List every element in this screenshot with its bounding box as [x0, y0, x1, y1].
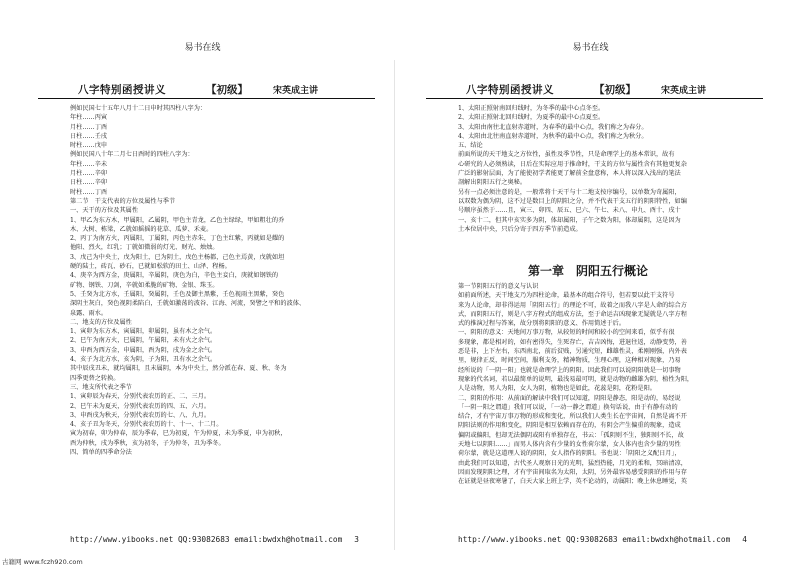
text-line: 因而发现阴阳之理，才有宇宙间取名为太阳，太阴，另外最容易感受阴阳的作用与存 [458, 468, 687, 476]
text-line: 1、甲乙为东方木，甲属阳，乙属阴，甲色主青龙，乙色主绿绿，甲如粗壮的乔 [70, 216, 285, 224]
text-line: 人是动物，男人为阳，女人为阴，植物也是如此，花蕊是阴，花粉是阳。 [458, 385, 656, 393]
text-line: 五、结论 [458, 142, 483, 150]
text-line: 深阴主灰白，癸色视阴柔陷白，壬就如激荡的波谷、江海、河流，癸譬之平和的波体、 [70, 300, 306, 308]
text-line: 1、太阳正照射南回归线时，为冬季的最中心点冬至。 [458, 105, 605, 112]
header-level: 【初级】 [594, 84, 636, 96]
text-line: 土本位居中央，只后分寄于四方季节前造成。 [458, 225, 582, 233]
text-line: 4、太阳由北往南直射赤道时，为秋季的最中心点，我们称之为秋分。 [458, 132, 648, 140]
header-title: 八字特别函授讲义 [466, 84, 554, 96]
text-line: 3、申酉戌为秋天，分别代表农历的七、八、九月。 [70, 411, 211, 419]
text-line: 日柱……壬戌 [70, 132, 108, 140]
text-line: 经所说的「一阴一阳」也就是命理学上的阴阳。因此我们可以说阴阳就是一切事物 [458, 366, 681, 374]
text-line: 以双数为偶为阴，这不过是数目上的阴阳之分，并不代表干支五行的阴阳特性，如编 [458, 197, 687, 205]
right-body-top [458, 104, 755, 254]
text-line: 4、庚辛为西方金，庚属阳，辛属阴，庚色为白，辛色主妾白，庚就如钢铁的 [70, 272, 279, 280]
text-line: 4、亥子为北方水，亥为阴，子为阳，丑有水之余气。 [70, 356, 217, 364]
text-line: 多现象，都是相对的，如有密得失，生死存亡，吉吉凶悔，进退往返，动静变势，善 [458, 338, 687, 346]
site-name: 易书在线 [184, 43, 221, 53]
text-line: 荷尔蒙，就是这道理人说的阴阳，女人指作的阴阳。书也说：「阴阳之义配日月」， [458, 450, 681, 458]
text-line: 阴阳法则的作用和变化，阴阳是相互依赖而存在的，有阴会产生偏重的现象，造成 [458, 422, 681, 430]
text-line: 1、寅卯辰为春天，分别代表农历的正、二、三月。 [70, 393, 211, 401]
text-line: 例如民国七十五年八月十二日申时其四柱八字为： [70, 105, 207, 112]
footer-url: http://www.yibooks.net QQ:93082683 email:bwdxh@hotmail.com [458, 535, 731, 544]
text-line: 偏阴或偏阳，但却无法偶阴或阳有单独存在，书云：「孤阴则不生，独阳则不长，故 [458, 431, 684, 439]
site-name: 易书在线 [572, 43, 609, 53]
text-line: 心研究的人必须熟读，日后在实际应用于推命时，干支的方位与属性含有其他更复杂 [458, 160, 687, 168]
text-line: 4、亥子丑为冬天，分别代表农历的十、十一、十二月。 [70, 421, 223, 429]
text-line: 木、大树、栋梁，乙就如摇摇的花草、瓜萝、禾麦。 [70, 225, 213, 233]
text-line: 硬的陆土，砖瓦、砂石，已就如松软的田土、山泽、程杨。 [70, 263, 231, 271]
text-line: 剖解出阴阳五行之奥秘。 [458, 179, 527, 187]
text-line: 来为人论命，却非得运用「阴阳五行」的理论不可，故着之而我八字是人命的综合方 [458, 301, 687, 309]
text-line: 另有一点必须注意的是，一般常将十天干与十二地支按序编号，以单数为奇属阳， [458, 188, 681, 196]
right-page [398, 0, 783, 548]
page-header [426, 82, 763, 99]
header-author: 宋英成主讲 [661, 86, 707, 96]
text-line: 2、丙丁为南方火，丙属阳，丁属阴，丙色主赤朱，丁色主红紫，丙就如是耀的 [70, 235, 285, 243]
text-line: 结合，才有宇宙万事万物的形成和变化，所以我们人类生长在宇宙间，自然是离不开 [458, 413, 687, 421]
text-line: 3、申酉为西方金，申属阳，酉为阴，戌为金之余气。 [70, 346, 217, 354]
text-line: 第一节阴阳五行的意义与认识 [458, 283, 539, 290]
text-line: 酉为仲秋，戌为季秋，亥为初冬，子为仲冬，丑为季冬。 [70, 439, 225, 447]
text-line: 恶是非，上下左右，东西南北，前后贫贱，另通究短，雌雄性灵，柔刚刚强，内外表 [458, 348, 687, 356]
text-line: 泉露、雨水。 [70, 309, 108, 317]
text-line: 一、阴阳的意义：天地间万事万物，从较短的时间和较小的空间来看，似乎有很 [458, 329, 675, 337]
text-line: 广泛的影射层面，为了能使初学者能更了解前全盘意称，本人将以深入浅出的笔法 [458, 170, 681, 178]
text-line: 月柱……丁酉 [70, 123, 108, 131]
text-line: 式的推演过程与答案，故分别将阴阳的意义、作用简述于后。 [458, 320, 626, 328]
page-number: 4 [742, 535, 747, 544]
left-page [10, 0, 395, 548]
header-title: 八字特别函授讲义 [78, 84, 166, 96]
text-line: 2、巳午为南方火，巳属阴，午属阳，未有火之余气。 [70, 337, 217, 345]
text-line: 四季更替之转换。 [70, 374, 120, 382]
text-line: 「一阴一阳之谓道」我们可以说，「一动一静之谓道」换句话说，由于有静有动的 [458, 403, 678, 411]
text-line: 1、寅卯为东方木，寅属阳，卯属阴，虽有木之余气。 [70, 328, 217, 336]
text-line: 日柱……辛卯 [70, 179, 108, 187]
text-line: 3、戊己为中央土，戊为阳土，已为阴土，戊色主杨都，己色主焉黄，戊就如坦 [70, 253, 285, 261]
text-line: 二、地支的方位及属性 [70, 318, 132, 326]
text-line: 一、亥十二，但其中亥实多为阴，体却属阳，子午之数为阳，体却属阴，这是因为 [458, 216, 681, 224]
text-line: 月柱……辛卯 [70, 170, 108, 178]
text-line: 里，规律正反，时间空间，服利支务，精神物质，生理心理，这种相对现象，乃易 [458, 357, 681, 365]
page-footer [70, 535, 359, 544]
text-line: 年柱……辛未 [70, 160, 108, 168]
text-line: 时柱……戊申 [70, 142, 108, 150]
footer-url: http://www.yibooks.net QQ:93082683 email:bwdxh@hotmail.com [70, 535, 343, 544]
text-line: 一、天干的方位及其属性 [70, 207, 139, 215]
text-line: 矿物、钢铁、刀剑，辛就如柔脆的矿物、金银、珠玉。 [70, 281, 219, 289]
text-line: 式，而阴阳五行，则是八字方程式的组成方法，至于命运吉凶现象无疑就是八字方程 [458, 310, 687, 318]
text-line: 在证就是昼夜寒暑了，白天大家上班上学，英不论动的，动属阳；晚上休息睡觉，英 [458, 478, 687, 486]
text-line: 四、简单的四季命分法 [70, 448, 132, 456]
text-line: 3、太阳由南往北直射赤道时，为春季的最中心点，我们称之为春分。 [458, 123, 648, 131]
text-line: 号顺序虽然于……且，寅三、卯四、辰五、巳六、午七、未八、申九、酉十、戌十 [458, 207, 681, 215]
text-line: 第二节 干支代表的方位及属性与季节 [70, 197, 176, 205]
text-line: 寅为初春，卯为仲春，辰为季春，巳为初夏，午为仲夏，未为季夏，申为初秋， [70, 430, 287, 438]
text-line: 例如民国八十年二月七日酉时的四柱八字为： [70, 151, 194, 159]
text-line: 2、太阳正照射北回归线时，为夏季的最中心点夏至。 [458, 114, 605, 122]
text-line: 其中辰戌丑未，就均属阳，且未属阴，本为中央土，然分派在春、夏、秋、冬为 [70, 365, 287, 373]
text-line: 2、巳午未为夏天，分别代表农历的四、五、六月。 [70, 402, 211, 410]
text-line: 前面所说的天干地支之方位性，虽性及季节性，只是命理学上的基本常识，故有 [458, 151, 675, 159]
text-line: 5、壬癸为北方水，壬属阳，癸属阴，壬色及御主黑紫，壬色视雨主黑紫，癸色 [70, 290, 285, 298]
left-body-text [70, 104, 367, 498]
header-level: 【初级】 [206, 84, 248, 96]
chapter-title: 第一章 阴阳五行概论 [528, 264, 649, 278]
text-line: 时柱……丁酉 [70, 188, 108, 196]
text-line: 二、阴阳的作用：从前面的解读中我们可以知道，阴阳是静态，阳是动的，易经说 [458, 394, 681, 402]
page-number: 3 [354, 535, 359, 544]
page-header [38, 82, 375, 99]
header-author: 宋英成主讲 [273, 86, 319, 96]
text-line: 如前面所述，天干地支乃为四柱论命，最基本的组合符号，但若要以此干支符号 [458, 292, 675, 300]
text-line: 他阳、烈火，红乳；丁就如微弱的灯光、财光、烛烛。 [70, 244, 219, 252]
watermark-link[interactable]: 古籍网 www.fczh920.com [2, 558, 83, 566]
text-line: 天地七以阴阳……」而男人体内含有少量的女性荷尔蒙，女人体内也含少量的男性 [458, 441, 681, 449]
right-body-bottom [458, 282, 755, 498]
text-line: 年柱……丙寅 [70, 114, 108, 122]
text-line: 现象的代名词，若以最简单的说明，最浅易最可明，就是动物的雌雄为阴，植性为阳， [458, 375, 694, 383]
page-footer [458, 535, 747, 544]
text-line: 三、地支所代表之季节 [70, 383, 132, 391]
page-fold [394, 60, 395, 550]
text-line: 由此我们可以知道，古代圣人观察日光的光明，猛烈热能，月光的柔和，冥暗清凉， [458, 459, 687, 467]
